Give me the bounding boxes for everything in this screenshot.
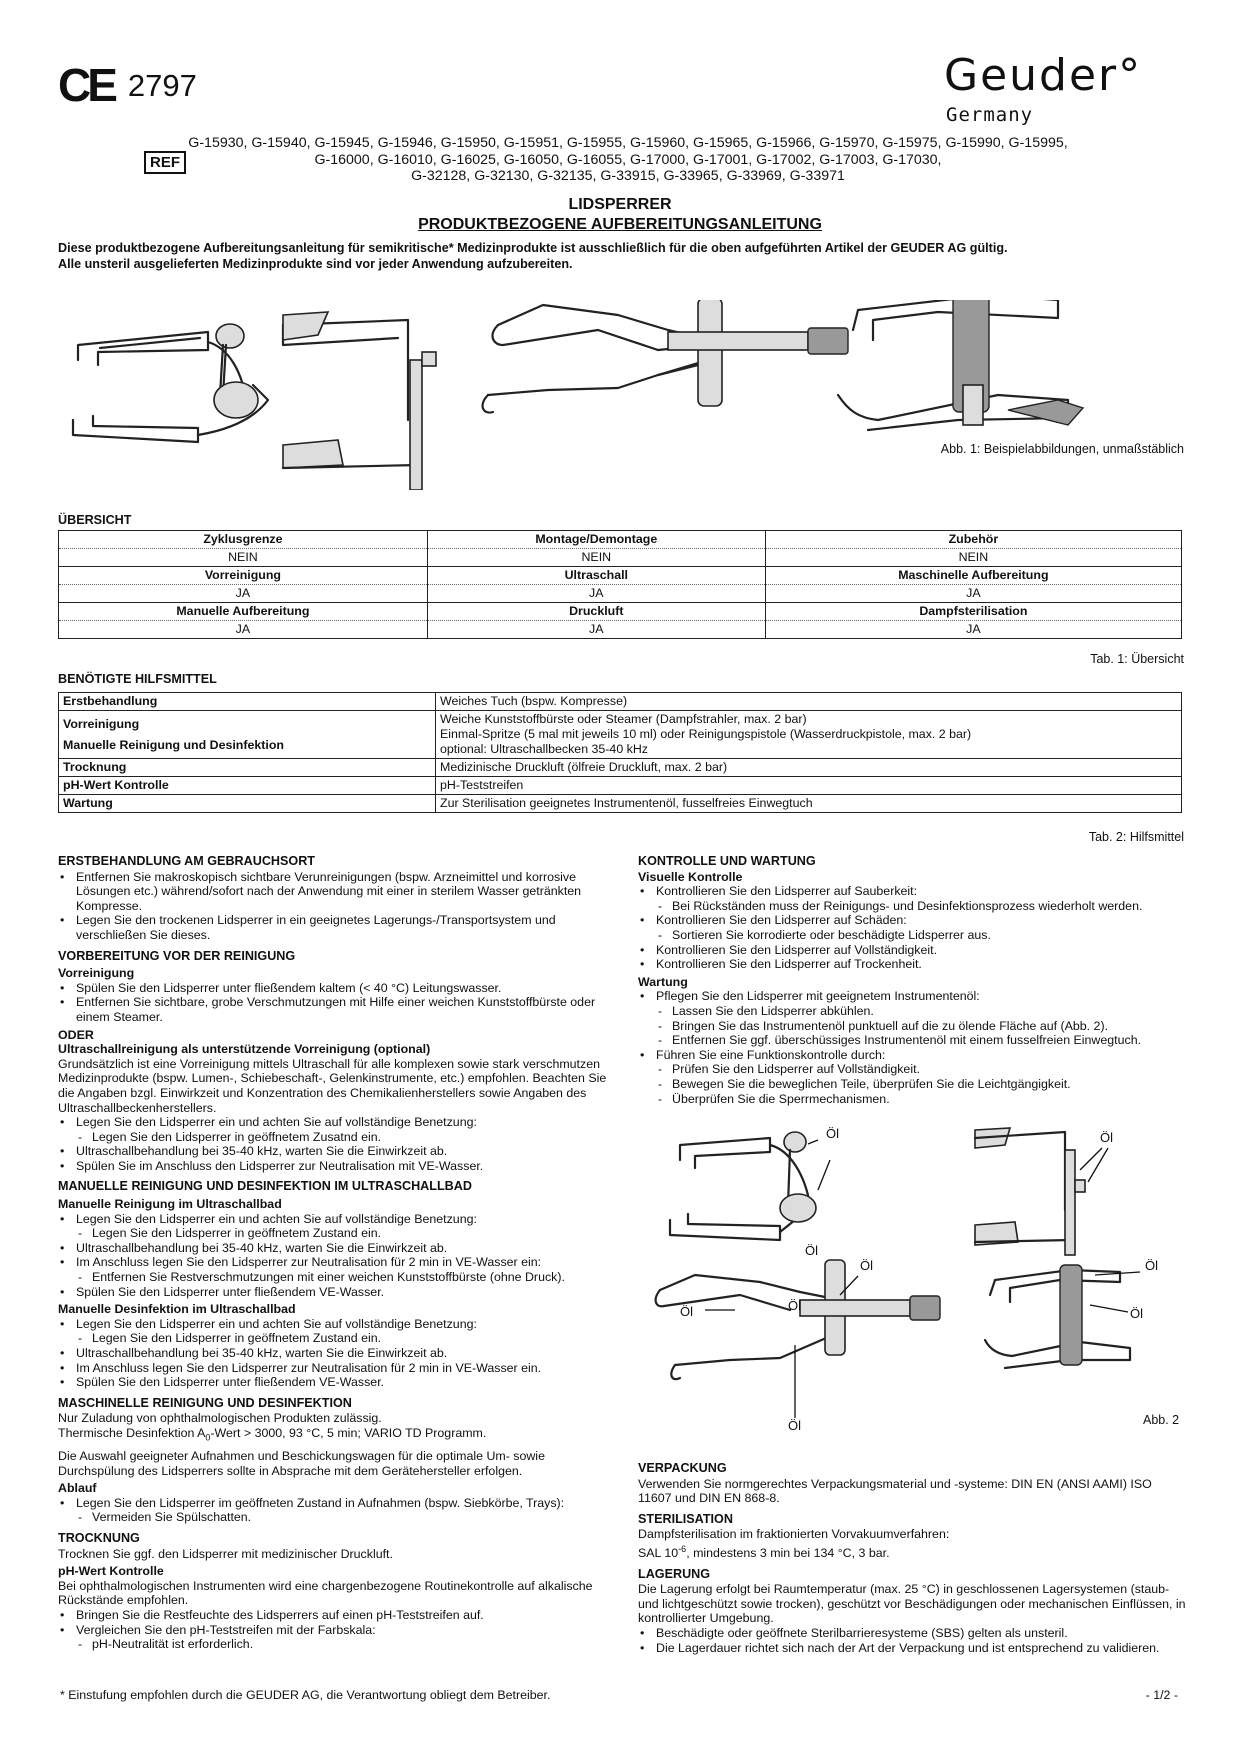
instrument-illustration <box>483 300 848 413</box>
section-heading: KONTROLLE UND WARTUNG <box>638 854 816 868</box>
table-cell <box>59 711 436 759</box>
list-item: • Führen Sie eine Funktionskontrolle durch: <box>638 1048 1186 1063</box>
table-header-cell: Ultraschall <box>427 567 765 585</box>
list-item: • Spülen Sie im Anschluss den Lidsperrer zur Neutralisation mit VE-Wasser. <box>58 1159 618 1174</box>
figure-2-caption: Abb. 2 <box>1143 1413 1180 1427</box>
list-subitem: - Bei Rückständen muss der Reinigungs- und Desinfektionsprozess wiederholt werden. <box>638 899 1186 914</box>
table-value-row <box>59 585 1182 603</box>
list-item: • Im Anschluss legen Sie den Lidsperrer zur Neutralisation für 2 min in VE-Wasser ein: <box>58 1255 618 1270</box>
bullet-list <box>58 981 618 1025</box>
list-item: • Legen Sie den Lidsperrer ein und achten Sie auf vollständige Benetzung: <box>58 1212 618 1227</box>
text-run: SAL 10 <box>638 1546 679 1561</box>
section-heading: STERILISATION <box>638 1511 733 1526</box>
figure-1-instruments <box>58 300 1188 490</box>
oil-label: Öl <box>788 1298 801 1313</box>
list-subitem: - Überprüfen Sie die Sperrmechanismen. <box>638 1092 1186 1107</box>
section-heading: VORBEREITUNG VOR DER REINIGUNG <box>58 948 296 963</box>
document-title <box>0 195 1240 235</box>
list-subitem: - Lassen Sie den Lidsperrer abkühlen. <box>638 1004 1186 1019</box>
oil-label: Öl <box>788 1418 801 1433</box>
bullet-list <box>58 870 618 943</box>
page-number: - 1/2 - <box>1145 1688 1178 1702</box>
cell-line: optional: Ultraschallbecken 35-40 kHz <box>440 742 648 756</box>
table-header-row <box>59 567 1182 585</box>
section-heading: VERPACKUNG <box>638 1461 727 1475</box>
table-header-cell: Dampfsterilisation <box>765 603 1181 621</box>
left-column <box>58 848 618 1652</box>
oil-label: Öl <box>1100 1130 1113 1145</box>
aids-table <box>58 692 1182 813</box>
oil-label: Öl <box>680 1304 693 1319</box>
right-column-bottom <box>638 1455 1186 1655</box>
oil-label: Öl <box>826 1126 839 1141</box>
section-heading: ERSTBEHANDLUNG AM GEBRAUCHSORT <box>58 854 316 868</box>
list-subitem: - Legen Sie den Lidsperrer in geöffnetem Zusatnd ein. <box>58 1130 618 1145</box>
table-cell: Trocknung <box>59 759 436 777</box>
ref-line: G-15930, G-15940, G-15945, G-15946, G-15950, G-15951, G-15955, G-15960, G-15965, G-15966, G-15970, G-15975, G-15990, G-15995, <box>188 135 1068 151</box>
list-subitem: - Bringen Sie das Instrumentenöl punktuell auf die zu ölende Fläche auf (Abb. 2). <box>638 1019 1186 1034</box>
list-item: • Die Lagerdauer richtet sich nach der Art der Verpackung und ist entsprechend zu validieren. <box>638 1641 1186 1656</box>
cell-line: Manuelle Reinigung und Desinfektion <box>63 737 284 752</box>
bullet-list <box>58 1608 618 1652</box>
list-subitem: - Entfernen Sie Restverschmutzungen mit einer weichen Kunststoffbürste (ohne Druck). <box>58 1270 618 1285</box>
bullet-list <box>638 884 1186 972</box>
instrument-illustration <box>838 300 1083 430</box>
subsection-heading: Ultraschallreinigung als unterstützende Vorreinigung (optional) <box>58 1042 431 1057</box>
overview-label: ÜBERSICHT <box>58 513 132 527</box>
superscript: -6 <box>678 1543 687 1554</box>
subsection-heading: Visuelle Kontrolle <box>638 869 743 884</box>
table-2-caption: Tab. 2: Hilfsmittel <box>1088 830 1184 844</box>
title-sub: PRODUKTBEZOGENE AUFBEREITUNGSANLEITUNG <box>418 216 822 233</box>
intro-text <box>58 240 1188 272</box>
ref-line: G-32128, G-32130, G-32135, G-33915, G-33965, G-33969, G-33971 <box>411 168 845 184</box>
ref-article-numbers <box>188 135 1068 185</box>
list-item: • Ultraschallbehandlung bei 35-40 kHz, warten Sie die Einwirkzeit ab. <box>58 1346 618 1361</box>
notified-body-number: 2797 <box>127 67 197 103</box>
list-item: • Kontrollieren Sie den Lidsperrer auf Schäden: <box>638 913 1186 928</box>
subsection-heading: Ablauf <box>58 1481 97 1496</box>
table-cell: pH-Wert Kontrolle <box>59 777 436 795</box>
table-cell: pH-Teststreifen <box>436 777 1182 795</box>
table-cell: JA <box>765 585 1181 603</box>
ce-mark: CE <box>58 59 114 111</box>
list-item: • Legen Sie den trockenen Lidsperrer in ein geeignetes Lagerungs-/Transportsystem und verschließen Sie dieses. <box>58 913 618 942</box>
table-cell: Erstbehandlung <box>59 693 436 711</box>
paragraph: Bei ophthalmologischen Instrumenten wird eine chargenbezogene Routinekontrolle auf alkalische Rückstände empfohlen. <box>58 1578 593 1608</box>
paragraph: Trocknen Sie ggf. den Lidsperrer mit medizinischer Druckluft. <box>58 1546 393 1561</box>
table-header-row <box>59 603 1182 621</box>
instrument-illustration <box>283 312 436 490</box>
footnote: * Einstufung empfohlen durch die GEUDER AG, die Verantwortung obliegt dem Betreiber. <box>60 1688 551 1702</box>
ce-marking <box>58 59 197 111</box>
paragraph: Verwenden Sie normgerechtes Verpackungsmaterial und -systeme: DIN EN (ANSI AAMI) ISO 11607 und DIN EN 868-8. <box>638 1476 1152 1506</box>
text-run: -Wert > 3000, 93 °C, 5 min; VARIO TD Programm. <box>210 1425 487 1440</box>
list-item: • Pflegen Sie den Lidsperrer mit geeignetem Instrumentenöl: <box>638 989 1186 1004</box>
table-cell: NEIN <box>427 549 765 567</box>
list-item: • Ultraschallbehandlung bei 35-40 kHz, warten Sie die Einwirkzeit ab. <box>58 1144 618 1159</box>
overview-table <box>58 530 1182 639</box>
oil-label: Öl <box>1145 1258 1158 1273</box>
subsection-heading: Manuelle Desinfektion im Ultraschallbad <box>58 1302 296 1317</box>
bullet-list <box>638 989 1186 1106</box>
logo-country: Germany <box>946 104 1034 126</box>
table-cell: NEIN <box>765 549 1181 567</box>
paragraph: Die Lagerung erfolgt bei Raumtemperatur (max. 25 °C) in geschlossenen Lagersystemen (staub- und lichtgeschützt sowie trocken), geschützt vor Beschädigungen oder mechanischen Einflüssen, in kontrollierter Umgebung. <box>638 1582 1186 1626</box>
figure-1-caption: Abb. 1: Beispielabbildungen, unmaßstäblich <box>940 442 1184 456</box>
instrument-illustration <box>985 1258 1158 1368</box>
table-cell: Medizinische Druckluft (ölfreie Druckluft, max. 2 bar) <box>436 759 1182 777</box>
table-header-cell: Maschinelle Aufbereitung <box>765 567 1181 585</box>
list-subitem: - Legen Sie den Lidsperrer in geöffnetem Zustand ein. <box>58 1331 618 1346</box>
ref-line: G-16000, G-16010, G-16025, G-16050, G-16055, G-17000, G-17001, G-17002, G-17003, G-17030, <box>314 151 942 168</box>
oil-label: Öl <box>805 1243 818 1258</box>
table-header-row <box>59 531 1182 549</box>
instrument-illustration <box>73 324 268 442</box>
table-row <box>59 711 1182 759</box>
list-item: • Legen Sie den Lidsperrer ein und achten Sie auf vollständige Benetzung: <box>58 1317 618 1332</box>
list-item: • Kontrollieren Sie den Lidsperrer auf Trockenheit. <box>638 957 1186 972</box>
cell-line: Weiche Kunststoffbürste oder Steamer (Dampfstrahler, max. 2 bar) <box>440 712 807 726</box>
paragraph <box>58 1426 618 1445</box>
list-subitem: - Sortieren Sie korrodierte oder beschädigte Lidsperrer aus. <box>638 928 1186 943</box>
list-subitem: - pH-Neutralität ist erforderlich. <box>58 1637 618 1652</box>
table-header-cell: Zubehör <box>765 531 1181 549</box>
list-item: • Entfernen Sie makroskopisch sichtbare Verunreinigungen (bspw. Arzneimittel und korrosive Lösungen etc.) während/sofort nach der Anwendung mit einer in sterilem Wasser getränkten Kompresse. <box>58 870 618 914</box>
list-item: • Spülen Sie den Lidsperrer unter fließendem VE-Wasser. <box>58 1375 618 1390</box>
list-item: • Entfernen Sie sichtbare, grobe Verschmutzungen mit Hilfe einer weichen Kunststoffbürste oder einem Steamer. <box>58 995 618 1024</box>
subscript: 0 <box>205 1432 211 1443</box>
intro-line: Diese produktbezogene Aufbereitungsanleitung für semikritische* Medizinprodukte ist ausschließlich für die oben aufgeführten Artikel der GEUDER AG gültig. <box>58 241 1008 255</box>
right-column-top <box>638 848 1186 1106</box>
list-subitem: - Bewegen Sie die beweglichen Teile, überprüfen Sie die Leichtgängigkeit. <box>638 1077 1186 1092</box>
oil-label: Öl <box>1130 1306 1143 1321</box>
cell-line: Vorreinigung <box>63 716 140 731</box>
list-item: • Kontrollieren Sie den Lidsperrer auf Sauberkeit: <box>638 884 1186 899</box>
list-item: • Spülen Sie den Lidsperrer unter fließendem VE-Wasser. <box>58 1285 618 1300</box>
instrument-illustration <box>656 1243 940 1433</box>
instrument-illustration <box>670 1126 839 1240</box>
list-item: • Legen Sie den Lidsperrer im geöffneten Zustand in Aufnahmen (bspw. Siebkörbe, Trays): <box>58 1496 618 1511</box>
table-row <box>59 693 1182 711</box>
table-cell: Zur Sterilisation geeignetes Instrumentenöl, fusselfreies Einwegtuch <box>436 795 1182 813</box>
table-header-cell: Vorreinigung <box>59 567 428 585</box>
geuder-logo <box>944 50 1176 126</box>
paragraph: Die Auswahl geeigneter Aufnahmen und Beschickungswagen für die optimale Um- sowie Durchspülung des Lidsperrers sollte in Absprache mit dem Gerätehersteller erfolgen. <box>58 1449 545 1478</box>
subsection-heading: Wartung <box>638 974 688 989</box>
title-main: LIDSPERRER <box>568 196 672 213</box>
paragraph: Dampfsterilisation im fraktionierten Vorvakuumverfahren: <box>638 1527 950 1542</box>
table-cell: Weiches Tuch (bspw. Kompresse) <box>436 693 1182 711</box>
list-subitem: - Vermeiden Sie Spülschatten. <box>58 1510 618 1525</box>
list-subitem: - Legen Sie den Lidsperrer in geöffnetem Zustand ein. <box>58 1226 618 1241</box>
table-cell: Wartung <box>59 795 436 813</box>
subsection-heading: Manuelle Reinigung im Ultraschallbad <box>58 1197 282 1212</box>
section-heading: TROCKNUNG <box>58 1531 140 1545</box>
list-item: • Ultraschallbehandlung bei 35-40 kHz, warten Sie die Einwirkzeit ab. <box>58 1241 618 1256</box>
table-cell: JA <box>765 621 1181 639</box>
subsection-heading: ODER <box>58 1027 94 1042</box>
subsection-heading: pH-Wert Kontrolle <box>58 1564 164 1579</box>
list-item: • Vergleichen Sie den pH-Teststreifen mit der Farbskala: <box>58 1623 618 1638</box>
section-heading: MANUELLE REINIGUNG UND DESINFEKTION IM ULTRASCHALLBAD <box>58 1179 472 1194</box>
bullet-list <box>58 1115 618 1173</box>
table-value-row <box>59 549 1182 567</box>
table-header-cell: Zyklusgrenze <box>59 531 428 549</box>
subsection-heading: Vorreinigung <box>58 966 135 981</box>
section-heading: LAGERUNG <box>638 1566 711 1581</box>
table-header-cell: Druckluft <box>427 603 765 621</box>
table-value-row <box>59 621 1182 639</box>
oil-label: Öl <box>860 1258 873 1273</box>
bullet-list <box>638 1626 1186 1655</box>
table-cell: JA <box>59 621 428 639</box>
table-cell: NEIN <box>59 549 428 567</box>
figure-2-oil-points <box>640 1120 1190 1450</box>
list-subitem: - Entfernen Sie ggf. überschüssiges Instrumentenöl mit einem fusselfreien Einwegtuch. <box>638 1033 1186 1048</box>
table-cell <box>436 711 1182 759</box>
list-item: • Spülen Sie den Lidsperrer unter fließendem kaltem (< 40 °C) Leitungswasser. <box>58 981 618 996</box>
list-item: • Bringen Sie die Restfeuchte des Lidsperrers auf einen pH-Teststreifen auf. <box>58 1608 618 1623</box>
table-cell: JA <box>59 585 428 603</box>
list-item: • Im Anschluss legen Sie den Lidsperrer zur Neutralisation für 2 min in VE-Wasser ein. <box>58 1361 618 1376</box>
list-subitem: - Prüfen Sie den Lidsperrer auf Vollständigkeit. <box>638 1062 1186 1077</box>
paragraph <box>638 1542 1186 1561</box>
table-row <box>59 759 1182 777</box>
text-run: , mindestens 3 min bei 134 °C, 3 bar. <box>686 1546 890 1561</box>
instrument-illustration <box>975 1128 1113 1255</box>
paragraph: Grundsätzlich ist eine Vorreinigung mittels Ultraschall für alle komplexen sowie stark verschmutzen Medizinprodukte (bspw. Lumen-, Schiebeschaft-, Gelenkinstrumente, etc.) empfohlen. Beachten Sie die Angaben bzgl. Einwirkzeit und Konzentration des Chemikalienherstellers sowie Angaben des Ultraschallbeckenherstellers. <box>58 1056 607 1115</box>
aids-label: BENÖTIGTE HILFSMITTEL <box>58 672 217 686</box>
text-run: Thermische Desinfektion A <box>58 1425 206 1440</box>
section-heading: MASCHINELLE REINIGUNG UND DESINFEKTION <box>58 1395 352 1410</box>
logo-wordmark: Geuder° <box>944 50 1143 101</box>
table-cell: JA <box>427 621 765 639</box>
ref-symbol: REF <box>144 151 186 174</box>
intro-line: Alle unsteril ausgelieferten Medizinprodukte sind vor jeder Anwendung aufzubereiten. <box>58 257 573 271</box>
list-item: • Beschädigte oder geöffnete Sterilbarrieresysteme (SBS) gelten als unsteril. <box>638 1626 1186 1641</box>
table-row <box>59 777 1182 795</box>
bullet-list <box>58 1317 618 1390</box>
list-item: • Kontrollieren Sie den Lidsperrer auf Vollständigkeit. <box>638 943 1186 958</box>
table-row <box>59 795 1182 813</box>
table-cell: JA <box>427 585 765 603</box>
paragraph: Nur Zuladung von ophthalmologischen Produkten zulässig. <box>58 1411 382 1426</box>
list-item: • Legen Sie den Lidsperrer ein und achten Sie auf vollständige Benetzung: <box>58 1115 618 1130</box>
cell-line: Einmal-Spritze (5 mal mit jeweils 10 ml) oder Reinigungspistole (Wasserdruckpistole, max. 2 bar) <box>440 727 972 741</box>
bullet-list <box>58 1212 618 1300</box>
table-1-caption: Tab. 1: Übersicht <box>1090 652 1184 666</box>
table-header-cell: Manuelle Aufbereitung <box>59 603 428 621</box>
table-header-cell: Montage/Demontage <box>427 531 765 549</box>
bullet-list <box>58 1496 618 1525</box>
